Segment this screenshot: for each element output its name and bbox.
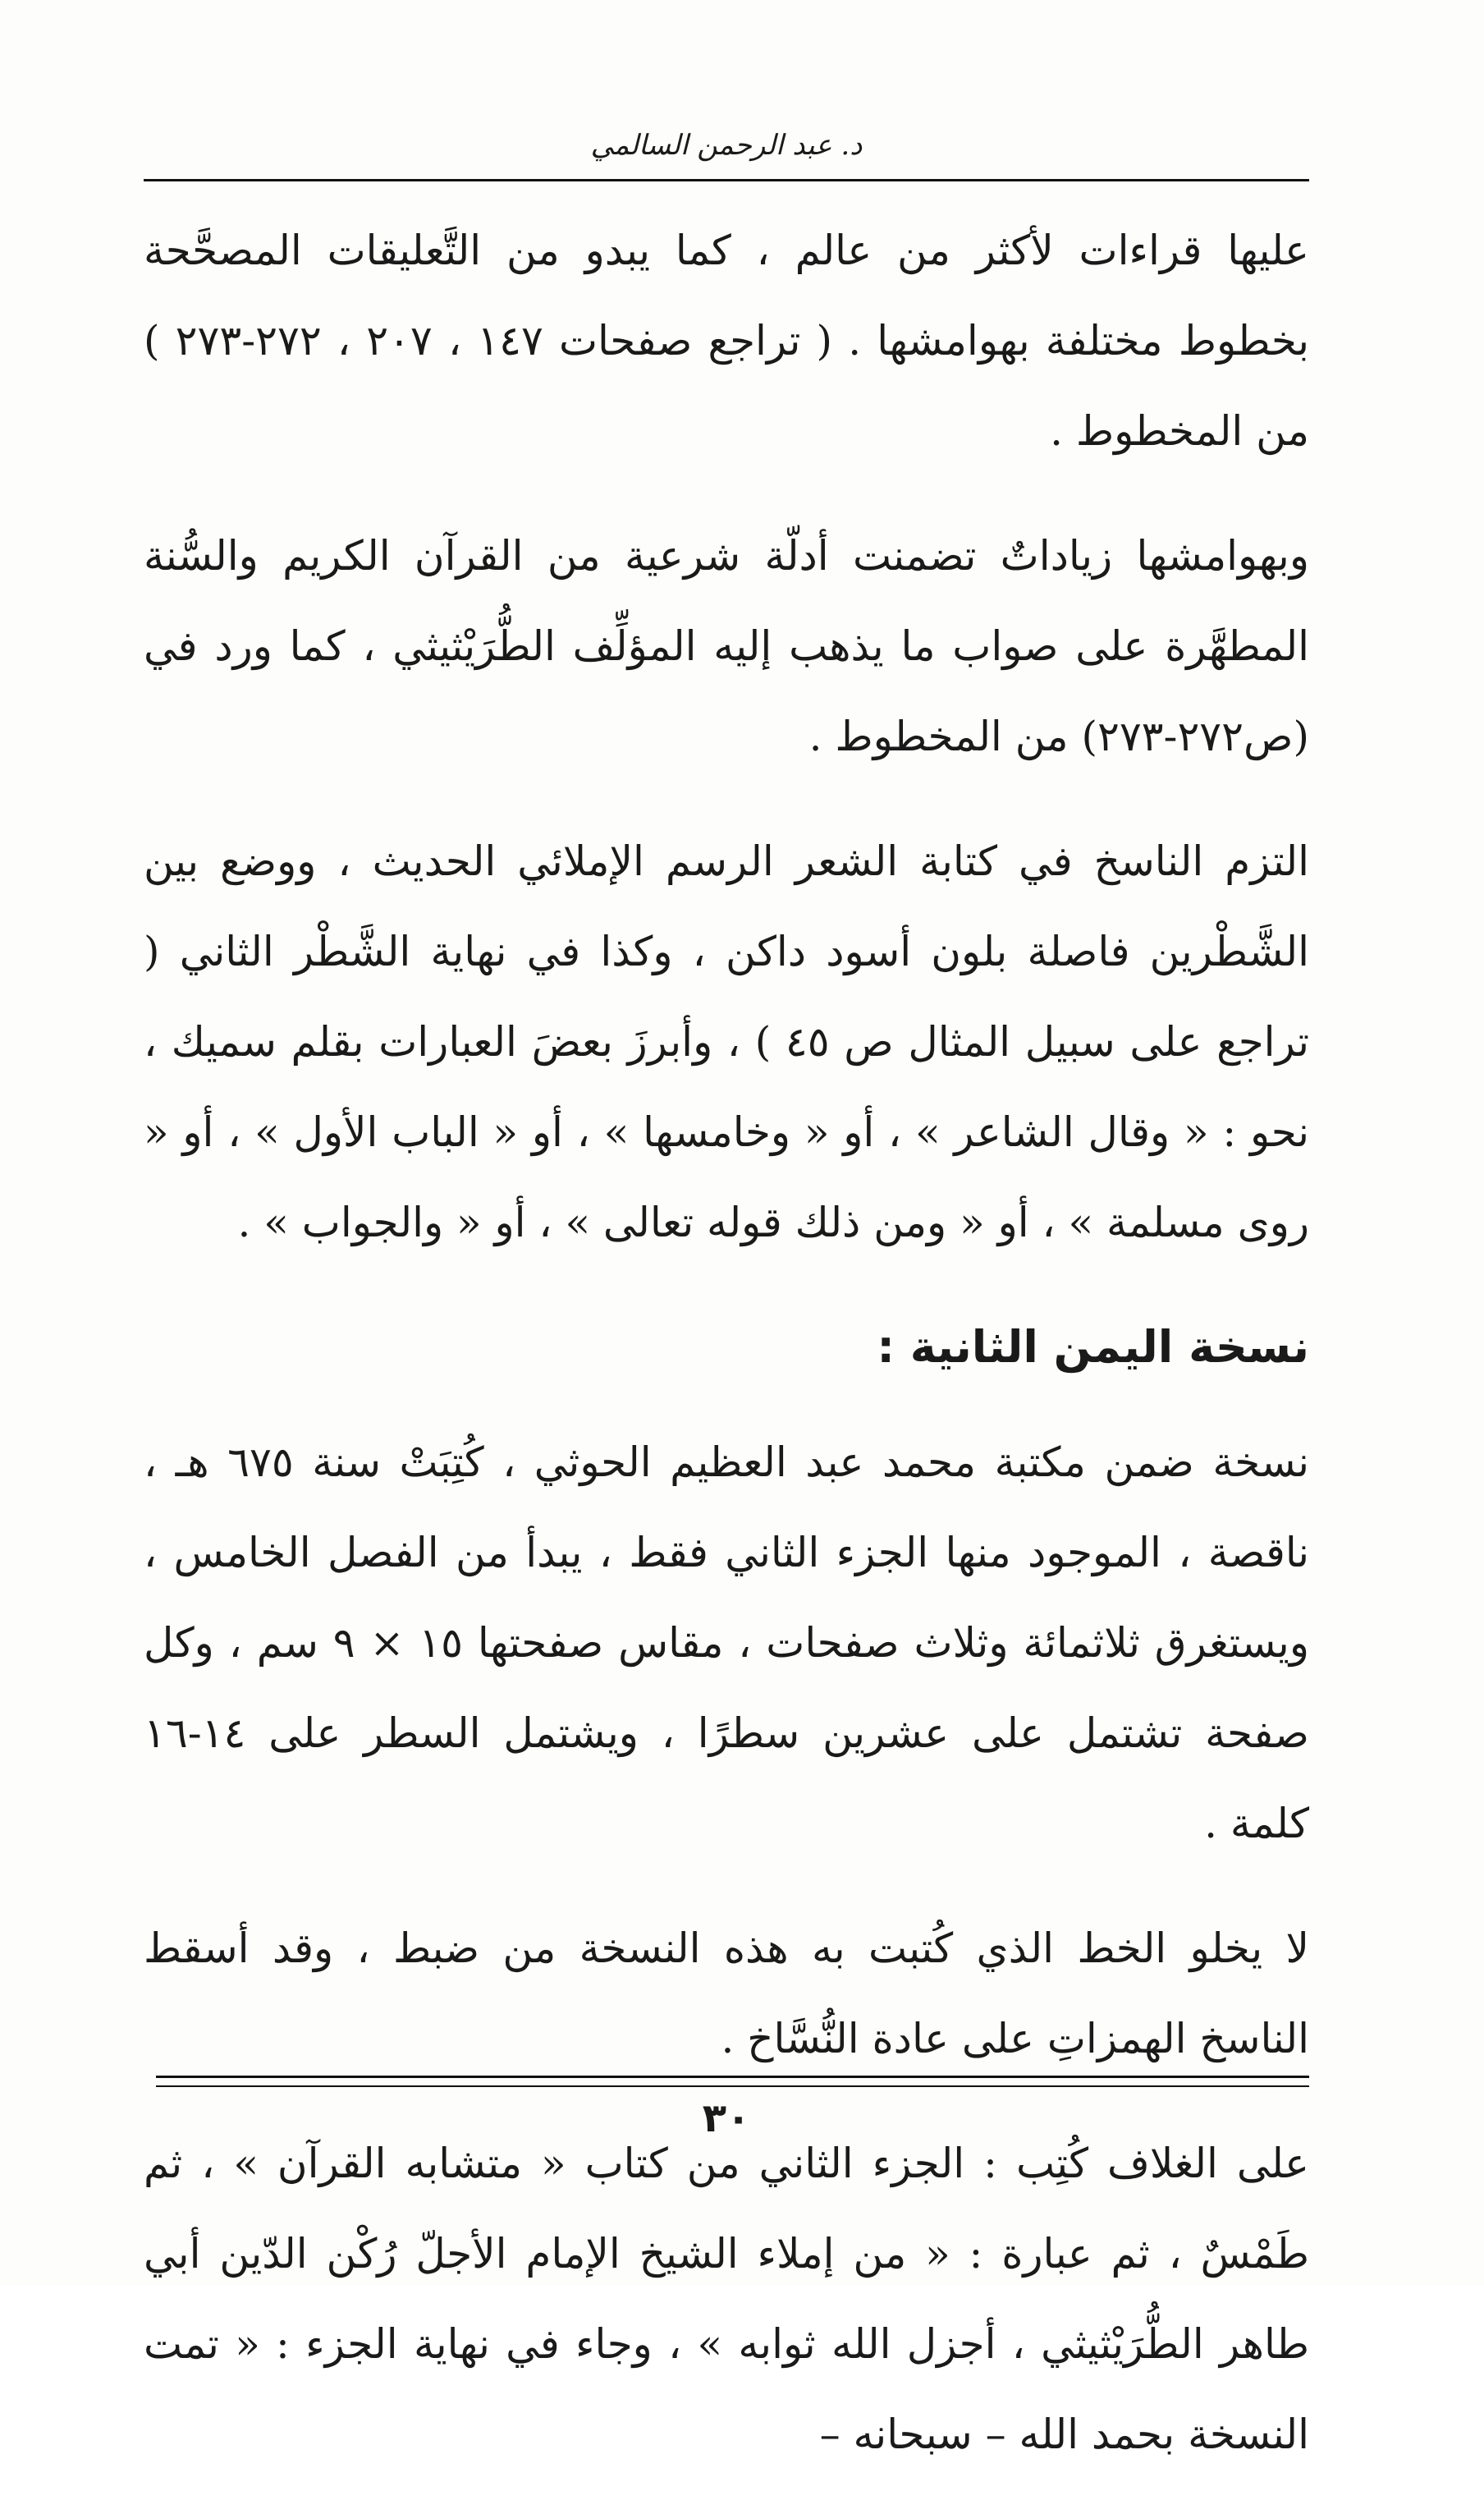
paragraph-6: على الغلاف كُتِب : الجزء الثاني من كتاب « متشابه القرآن » ، ثم طَمْسٌ ، ثم عبارة : « من إملاء الشيخ الإمام الأجلّ رُكْن الدّين أبي طاهر الطُّرَيْثيثي ، أجزل الله ثوابه » ، وجاء في نهاية الجزء : « تمت النسخة بحمد الله – سبحانه – [144, 2140, 1310, 2458]
running-head: د. عبد الرحمن السالمي [590, 129, 863, 162]
paragraph-1: عليها قراءات لأكثر من عالم ، كما يبدو من التَّعليقات المصحَّحة بخطوط مختلفة بهوامشها . ( تراجع صفحات ١٤٧ ، ٢٠٧ ، ٢٧٢-٢٧٣ ) من المخطوط . [144, 227, 1310, 455]
paragraph-4: نسخة ضمن مكتبة محمد عبد العظيم الحوثي ، كُتِبَتْ سنة ٦٧٥ هـ ، ناقصة ، الموجود منها الجزء الثاني فقط ، يبدأ من الفصل الخامس ، ويستغرق ثلاثمائة وثلاث صفحات ، مقاس صفحتها ١٥ × ٩ سم ، وكل صفحة تشتمل على عشرين سطرًا ، ويشتمل السطر على ١٤-١٦ كلمة . [144, 1438, 1309, 1847]
header-rule [144, 179, 1309, 181]
section-heading: نسخة اليمن الثانية : [877, 1321, 1309, 1373]
paragraph-5: لا يخلو الخط الذي كُتبت به هذه النسخة من ضبط ، وقد أسقط الناسخ الهمزاتِ على عادة النُّسَّاخ . [144, 1924, 1309, 2062]
footer-rule [156, 2076, 1309, 2087]
paragraph-2: وبهوامشها زياداتٌ تضمنت أدلّة شرعية من القرآن الكريم والسُّنة المطهَّرة على صواب ما يذهب إليه المؤلِّف الطُّرَيْثيثي ، كما ورد في (ص٢٧٢-٢٧٣) من المخطوط . [144, 532, 1309, 760]
page-number: ٣٠ [702, 2095, 751, 2141]
paragraph-3: التزم الناسخ في كتابة الشعر الرسم الإملائي الحديث ، ووضع بين الشَّطْرين فاصلة بلون أسود داكن ، وكذا في نهاية الشَّطْر الثاني ( تراجع على سبيل المثال ص ٤٥ ) ، وأبرزَ بعضَ العبارات بقلم سميك ، نحو : « وقال الشاعر » ، أو « وخامسها » ، أو « الباب الأول » ، أو « روى مسلمة » ، أو « ومن ذلك قوله تعالى » ، أو « والجواب » . [144, 837, 1309, 1246]
page-body [144, 205, 1309, 2514]
